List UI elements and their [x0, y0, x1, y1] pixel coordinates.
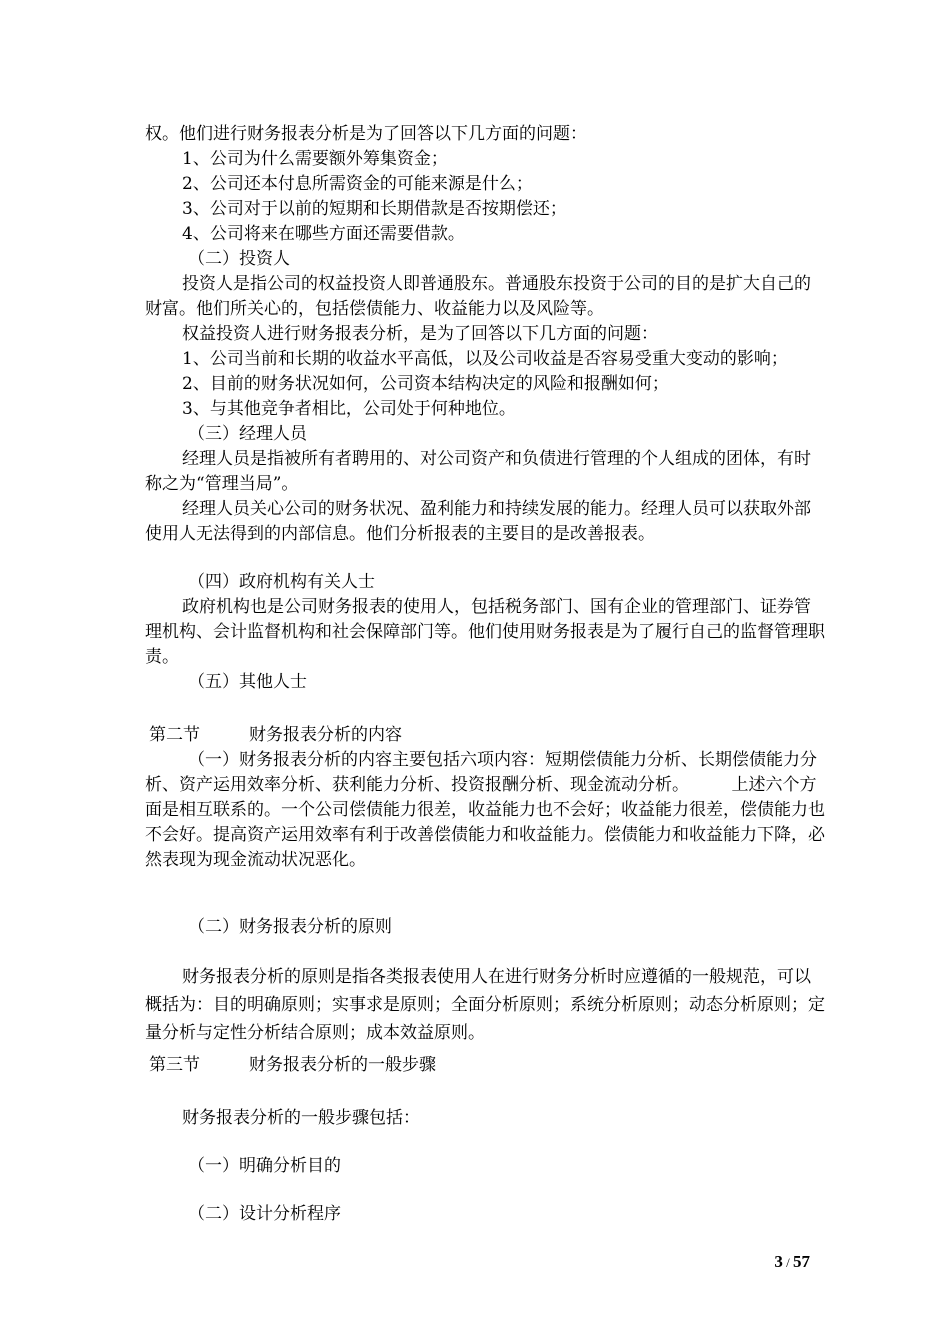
section-heading-2 — [145, 723, 825, 748]
paragraph: 经理人员是指被所有者聘用的、对公司资产和负债进行管理的个人组成的团体，有时称之为“管理当局”。 — [145, 449, 811, 494]
section-title: 财务报表分析的一般步骤 — [249, 1055, 436, 1075]
list-item: 1、公司为什么需要额外筹集资金； — [182, 149, 448, 169]
list-item: （二）设计分析程序 — [188, 1204, 341, 1224]
page-current: 3 — [774, 1252, 783, 1271]
list-item: （一）明确分析目的 — [188, 1156, 341, 1176]
list-item: 2、目前的财务状况如何，公司资本结构决定的风险和报酬如何； — [182, 374, 669, 394]
subheading: （三）经理人员 — [188, 424, 307, 444]
paragraph: 权。他们进行财务报表分析是为了回答以下几方面的问题： — [145, 124, 587, 144]
list-item: 3、公司对于以前的短期和长期借款是否按期偿还； — [182, 199, 567, 219]
section-number: 第三节 — [149, 1055, 200, 1075]
page-total: 57 — [793, 1252, 810, 1271]
subheading: （四）政府机构有关人士 — [188, 572, 375, 592]
paragraph: 政府机构也是公司财务报表的使用人，包括税务部门、国有企业的管理部门、证券管理机构、会计监督机构和社会保障部门等。他们使用财务报表是为了履行自己的监督管理职责。 — [145, 597, 825, 667]
paragraph: 权益投资人进行财务报表分析，是为了回答以下几方面的问题： — [182, 324, 658, 344]
page-separator: / — [782, 1255, 793, 1270]
section-number: 第二节 — [149, 725, 200, 745]
paragraph: 经理人员关心公司的财务状况、盈利能力和持续发展的能力。经理人员可以获取外部使用人无法得到的内部信息。他们分析报表的主要目的是改善报表。 — [145, 499, 811, 544]
paragraph: 财务报表分析的一般步骤包括： — [182, 1108, 420, 1128]
section-heading-3 — [145, 1053, 825, 1078]
paragraph: （一）财务报表分析的内容主要包括六项内容：短期偿债能力分析、长期偿债能力分析、资产运用效率分析、获利能力分析、投资报酬分析、现金流动分析。 上述六个方面是相互联系的。一个公司偿债能力很差，收益能力也不会好；收益能力很差，偿债能力也不会好。提高资产运用效率有利于改善偿债能力和收益能力。偿债能力和收益能力下降，必然表现为现金流动状况恶化。 — [145, 750, 825, 870]
list-item: 1、公司当前和长期的收益水平高低，以及公司收益是否容易受重大变动的影响； — [182, 349, 788, 369]
list-item: 3、与其他竞争者相比，公司处于何种地位。 — [182, 399, 516, 419]
page-body — [145, 122, 825, 1227]
paragraph: 财务报表分析的原则是指各类报表使用人在进行财务分析时应遵循的一般规范，可以概括为：目的明确原则；实事求是原则；全面分析原则；系统分析原则；动态分析原则；定量分析与定性分析结合原则；成本效益原则。 — [145, 967, 825, 1043]
subheading: （二）财务报表分析的原则 — [188, 917, 392, 937]
subheading: （五）其他人士 — [188, 672, 307, 692]
paragraph: 投资人是指公司的权益投资人即普通股东。普通股东投资于公司的目的是扩大自己的财富。他们所关心的，包括偿债能力、收益能力以及风险等。 — [145, 274, 811, 319]
subheading: （二）投资人 — [188, 249, 290, 269]
section-title: 财务报表分析的内容 — [249, 725, 402, 745]
page-number — [760, 1252, 810, 1272]
list-item: 2、公司还本付息所需资金的可能来源是什么； — [182, 174, 533, 194]
list-item: 4、公司将来在哪些方面还需要借款。 — [182, 224, 465, 244]
